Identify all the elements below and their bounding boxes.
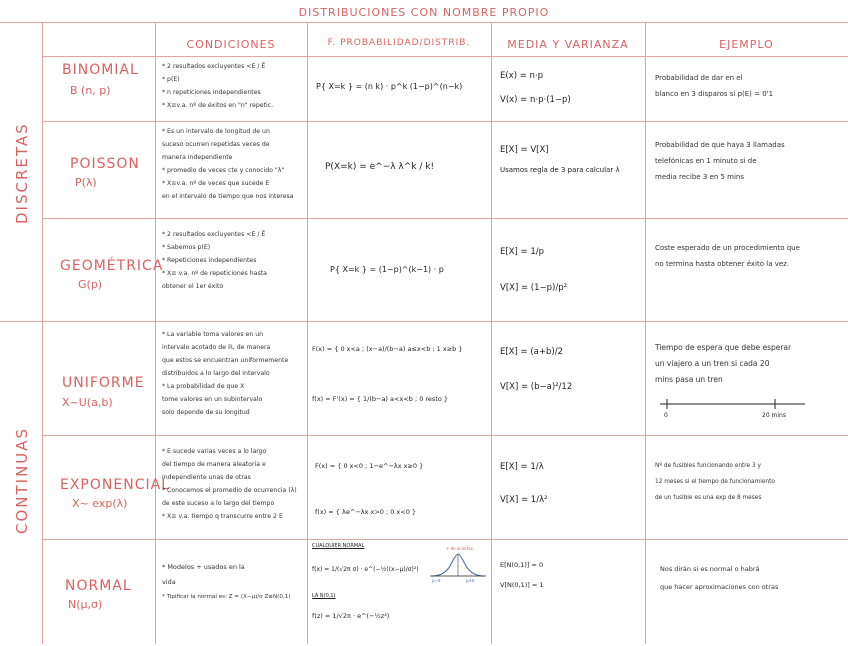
formula-heading: LA N(0,1) (312, 593, 336, 599)
condition-item: vida (162, 578, 176, 586)
header-condiciones: CONDICIONES (186, 38, 276, 51)
condition-item: independiente unas de otras (162, 474, 251, 481)
example-line: de un fusible es una exp de 8 meses (655, 495, 762, 501)
dist-name: NORMAL (65, 578, 132, 594)
conditions-list (162, 60, 273, 112)
example-line: 12 meses si el tiempo de funcionamiento (655, 479, 775, 485)
axis-label: 0 (664, 412, 668, 419)
example-line: Nos dirán si es normal o habrá (660, 565, 760, 573)
example-line: un viajero a un tren si cada 20 (655, 359, 770, 368)
example-line: Probabilidad de dar en el (655, 74, 743, 82)
graph-label: μ−σ (432, 578, 441, 583)
example-text (655, 340, 791, 388)
example-line: que hacer aproximaciones con otras (660, 583, 779, 591)
example-text (655, 70, 773, 102)
mean-formula: E[X] = 1/p (500, 247, 545, 257)
probability-formula: P{ X=k } = (n k) · p^k (1−p)^(n−k) (316, 82, 463, 91)
grid-line (42, 121, 848, 122)
example-line: blanco en 3 disparos si p(E) = 0'1 (655, 90, 774, 98)
dist-notation: X~ exp(λ) (72, 497, 128, 510)
probability-formula: P(X=k) = e^−λ λ^k / k! (325, 162, 435, 172)
condition-item: * E sucede varias veces a lo largo (162, 448, 267, 455)
mean-formula: E(x) = n·p (500, 71, 544, 81)
example-line: no termina hasta obtener éxito la vez. (655, 260, 790, 268)
dist-notation: G(p) (78, 278, 103, 291)
title-underline (0, 22, 848, 23)
dist-notation: X~U(a,b) (62, 396, 113, 409)
grid-line (155, 22, 156, 644)
grid-line (645, 22, 646, 644)
condition-item: manera independiente (162, 154, 233, 161)
dist-name: UNIFORME (62, 375, 145, 391)
condition-item: solo depende de su longitud (162, 409, 250, 416)
group-label-continuas: CONTINUAS (13, 426, 31, 534)
example-text (655, 137, 785, 185)
grid-line (42, 56, 848, 57)
axis-label: 20 mins (762, 412, 786, 419)
variance-formula: V[X] = 1/λ² (500, 495, 548, 505)
timeline-axis (655, 396, 815, 412)
variance-formula: Usamos regla de 3 para calcular λ (500, 166, 620, 174)
mean-formula: E[X] = 1/λ (500, 462, 544, 472)
condition-item: * 2 resultados excluyentes <E / Ē (162, 63, 266, 70)
conditions-list (162, 445, 297, 523)
example-line: Nº de fusibles funcionando entre 3 y (655, 463, 761, 469)
condition-item: obtener el 1er éxito (162, 283, 224, 290)
condition-item: * p(E) (162, 76, 180, 83)
dist-name: EXPONENCIAL (60, 477, 170, 493)
example-text (655, 240, 800, 272)
grid-line (42, 435, 848, 436)
header-ejemplo: EJEMPLO (719, 38, 774, 51)
condition-item: * X≡ v.a. nº de repeticiones hasta (162, 270, 267, 277)
condition-item: * X≡ v.a. tiempo q transcurre entre 2 E (162, 513, 283, 520)
condition-item: tome valores en un subintervalo (162, 396, 263, 403)
example-line: Probabilidad de que haya 3 llamadas (655, 141, 785, 149)
mean-formula: E[X] = (a+b)/2 (500, 347, 563, 357)
density-function: f(x) = F'(x) = { 1/(b−a) a<x<b ; 0 resto } (312, 395, 449, 403)
condition-item: * La variable toma valores en un (162, 331, 264, 338)
condition-item: intervalo acotado de ℝ, de manera (162, 344, 271, 351)
condition-item: * Sabemos p(E) (162, 244, 211, 251)
header-funcion: F. PROBABILIDAD/DISTRIB. (327, 38, 471, 48)
variance-formula: V(x) = n·p·(1−p) (500, 95, 571, 105)
condition-item: distribuidos a lo largo del intervalo (162, 370, 270, 377)
header-media-varianza: MEDIA Y VARIANZA (507, 38, 629, 51)
normal-density: f(x) = 1/(√2π σ) · e^(−½((x−μ)/σ)²) (312, 566, 419, 573)
condition-item: suceso ocurren repetidas veces de (162, 141, 270, 148)
dist-name: POISSON (70, 156, 140, 172)
conditions-list (162, 328, 288, 419)
example-line: Coste esperado de un procedimiento que (655, 244, 800, 252)
distribution-function: F(x) = { 0 x<0 ; 1−e^−λx x≥0 } (315, 462, 424, 470)
distribution-function: F(x) = { 0 x<a ; (x−a)/(b−a) a≤x<b ; 1 x≥b } (312, 345, 463, 353)
grid-line (491, 22, 492, 644)
condition-item: * n repeticiones independientes (162, 89, 261, 96)
condition-item: * X≡v.a. nº de veces que sucede E (162, 180, 270, 187)
example-line: media recibe 3 en 5 mins (655, 173, 745, 181)
grid-line (42, 218, 848, 219)
graph-annotation: + de aciertos (446, 546, 473, 551)
dist-notation: B (n, p) (70, 84, 111, 97)
condition-item: * Conocemos el promedio de ocurrencia (λ) (162, 487, 297, 494)
conditions-list (162, 228, 267, 293)
example-line: Tiempo de espera que debe esperar (655, 343, 792, 352)
variance-formula: V[N(0,1)] = 1 (500, 581, 544, 589)
condition-item: * La probabilidad de que X (162, 383, 245, 390)
condition-item: * Es un intervalo de longitud de un (162, 128, 270, 135)
condition-item: * Modelos + usados en la (162, 563, 245, 571)
density-function: f(x) = { λe^−λx x>0 ; 0 x<0 } (315, 508, 417, 516)
condition-item: del tiempo de manera aleatoria e (162, 461, 266, 468)
conditions-list (162, 560, 290, 605)
condition-item: * Tipificar la normal es: Z = (X−μ)/σ Z≡N(0,1) (162, 594, 291, 600)
group-label-discretas: DISCRETAS (13, 122, 31, 224)
condition-item: * Repeticiones independientes (162, 257, 257, 264)
grid-line (42, 539, 848, 540)
page-title: DISTRIBUCIONES CON NOMBRE PROPIO (298, 6, 550, 19)
dist-notation: P(λ) (75, 176, 97, 189)
variance-formula: V[X] = (1−p)/p² (500, 283, 568, 293)
condition-item: * promedio de veces cte y conocido "λ" (162, 167, 285, 174)
formula-heading: CUALQUIER NORMAL (312, 543, 365, 549)
probability-formula: P{ X=k } = (1−p)^(k−1) · p (330, 265, 444, 274)
conditions-list (162, 125, 294, 203)
example-text (655, 458, 775, 506)
standard-normal-density: f(z) = 1/√2π · e^(−½z²) (312, 612, 390, 620)
dist-name: GEOMÉTRICA (60, 258, 164, 274)
condition-item: * X≡v.a. nº de éxitos en "n" repetic. (162, 102, 274, 109)
dist-notation: N(μ,σ) (68, 598, 103, 611)
example-line: telefónicas en 1 minuto si de (655, 157, 757, 165)
condition-item: * 2 resultados excluyentes <E / Ē (162, 231, 266, 238)
grid-line (307, 22, 308, 644)
grid-line (42, 22, 43, 644)
grid-line (0, 321, 848, 322)
mean-formula: E[X] = V[X] (500, 145, 549, 155)
condition-item: que estos se encuentran uniformemente (162, 357, 289, 364)
example-line: mins pasa un tren (655, 375, 723, 384)
condition-item: en el intervalo de tiempo que nos interesa (162, 193, 294, 200)
variance-formula: V[X] = (b−a)²/12 (500, 382, 573, 392)
graph-label: μ+σ (466, 578, 475, 583)
dist-name: BINOMIAL (62, 62, 139, 78)
condition-item: de este suceso a lo largo del tiempo (162, 500, 275, 507)
mean-formula: E[N(0,1)] = 0 (500, 561, 544, 569)
example-text (660, 560, 778, 596)
